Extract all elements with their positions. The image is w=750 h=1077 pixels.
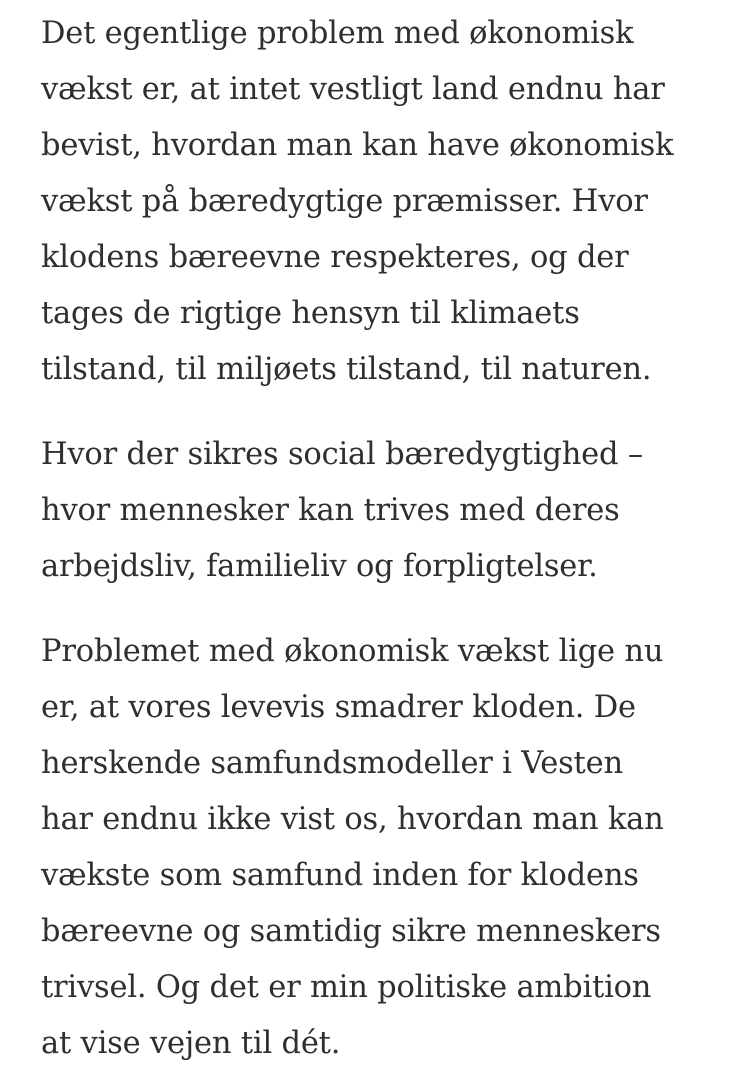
paragraph-line: arbejdsliv, familieliv og forpligtelser. bbox=[41, 549, 598, 584]
paragraph-line: bæreevne og samtidig sikre menneskers bbox=[41, 914, 661, 949]
paragraph-line: vækst på bæredygtige præmisser. Hvor bbox=[41, 184, 648, 219]
paragraph-line: Det egentlige problem med økonomisk bbox=[41, 16, 634, 51]
paragraph-2 bbox=[41, 427, 721, 595]
paragraph-line: har endnu ikke vist os, hvordan man kan bbox=[41, 802, 664, 837]
paragraph-line: hvor mennesker kan trives med deres bbox=[41, 493, 620, 528]
paragraph-line: herskende samfundsmodeller i Vesten bbox=[41, 746, 623, 781]
paragraph-line: klodens bæreevne respekteres, og der bbox=[41, 240, 629, 275]
paragraph-line: er, at vores levevis smadrer kloden. De bbox=[41, 690, 636, 725]
paragraph-line: Hvor der sikres social bæredygtighed – bbox=[41, 437, 643, 472]
article-body bbox=[41, 6, 721, 1072]
paragraph-3 bbox=[41, 624, 721, 1072]
paragraph-line: tilstand, til miljøets tilstand, til naturen. bbox=[41, 352, 652, 387]
paragraph-line: bevist, hvordan man kan have økonomisk bbox=[41, 128, 674, 163]
paragraph-1 bbox=[41, 6, 721, 398]
paragraph-line: at vise vejen til dét. bbox=[41, 1026, 341, 1061]
paragraph-line: trivsel. Og det er min politiske ambition bbox=[41, 970, 652, 1005]
paragraph-line: tages de rigtige hensyn til klimaets bbox=[41, 296, 580, 331]
paragraph-line: vækst er, at intet vestligt land endnu har bbox=[41, 72, 665, 107]
paragraph-line: vækste som samfund inden for klodens bbox=[41, 858, 639, 893]
paragraph-line: Problemet med økonomisk vækst lige nu bbox=[41, 634, 664, 669]
